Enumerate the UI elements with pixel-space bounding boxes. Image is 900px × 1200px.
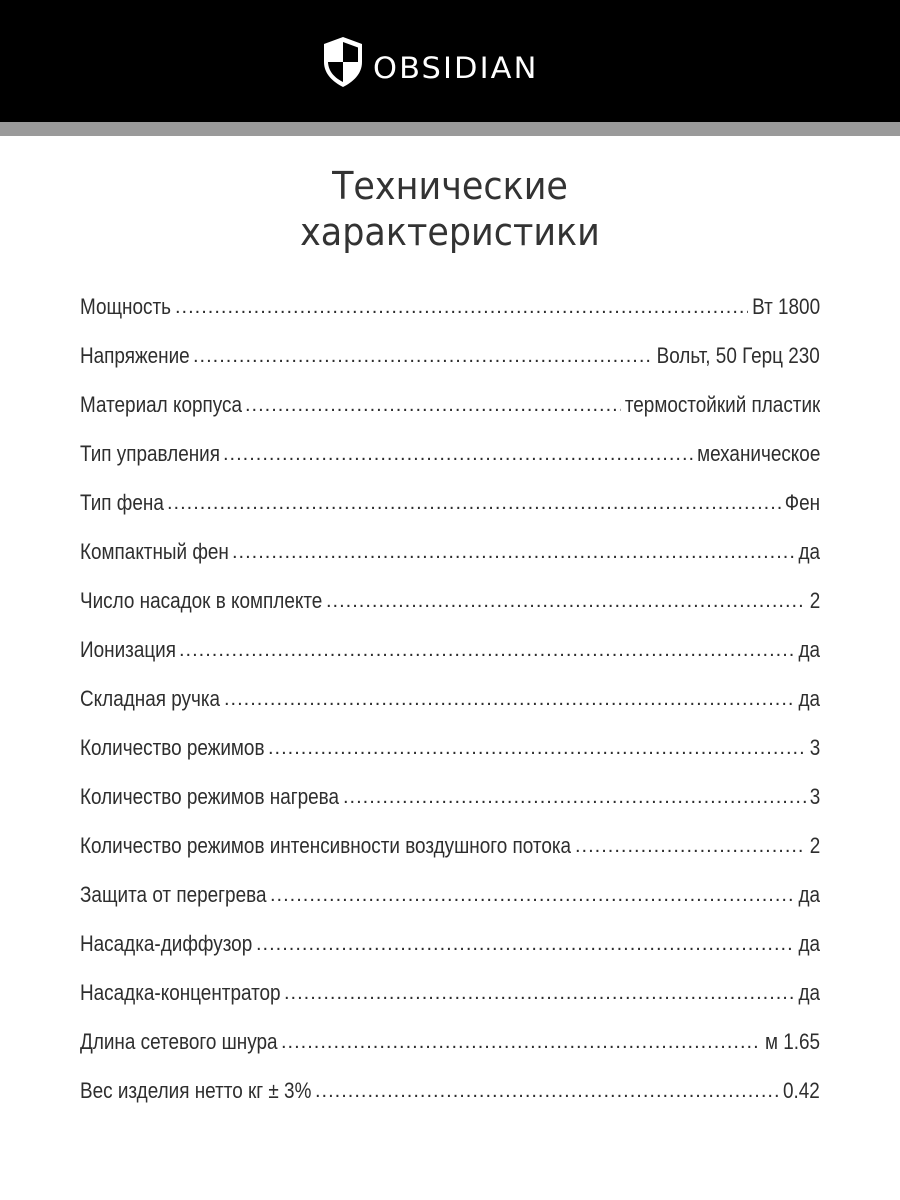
spec-label: Длина сетевого шнура (80, 1028, 278, 1054)
spec-row-control-type (80, 429, 820, 478)
dot-leader (193, 348, 653, 368)
spec-label: Компактный фен (80, 538, 229, 564)
dot-leader (232, 544, 795, 564)
spec-row-voltage (80, 331, 820, 380)
dot-leader (256, 936, 795, 956)
header-stripe (0, 122, 900, 136)
spec-value: да (798, 979, 820, 1005)
spec-row-compact (80, 527, 820, 576)
spec-row-power (80, 282, 820, 331)
dot-leader (167, 495, 781, 515)
spec-label: Количество режимов интенсивности воздушного потока (80, 832, 572, 858)
spec-label: Мощность (80, 293, 172, 319)
spec-value: 3 (809, 734, 820, 760)
spec-value: 230 Вольт, 50 Герц (656, 342, 820, 368)
spec-row-body-material (80, 380, 820, 429)
spec-row-overheat-protection (80, 870, 820, 919)
spec-value: да (798, 930, 820, 956)
spec-label: Материал корпуса (80, 391, 242, 417)
dot-leader (270, 887, 795, 907)
spec-value: 1.65 м (764, 1028, 820, 1054)
spec-label: Складная ручка (80, 685, 221, 711)
dot-leader (179, 642, 795, 662)
dot-leader (175, 299, 748, 319)
spec-label: Защита от перегрева (80, 881, 267, 907)
spec-row-heat-modes (80, 772, 820, 821)
spec-value: да (798, 538, 820, 564)
spec-row-folding-handle (80, 674, 820, 723)
spec-label: Насадка-диффузор (80, 930, 253, 956)
spec-row-net-weight (80, 1066, 820, 1115)
spec-row-airflow-modes (80, 821, 820, 870)
page-title (36, 163, 864, 255)
spec-label: Вес изделия нетто кг ± 3% (80, 1077, 312, 1103)
spec-list (80, 282, 820, 1115)
spec-value: Фен (784, 489, 820, 515)
spec-value: да (798, 636, 820, 662)
spec-value: 2 (809, 832, 820, 858)
dot-leader (575, 838, 806, 858)
spec-value: 0.42 (783, 1077, 820, 1103)
spec-row-diffuser (80, 919, 820, 968)
spec-label: Напряжение (80, 342, 190, 368)
page-title-line-2: характеристики (300, 210, 600, 254)
page-title-line-1: Технические (332, 164, 568, 208)
dot-leader (281, 1034, 761, 1054)
spec-label: Насадка-концентратор (80, 979, 281, 1005)
dot-leader (315, 1083, 780, 1103)
spec-value: да (798, 881, 820, 907)
spec-label: Количество режимов нагрева (80, 783, 340, 809)
spec-value: да (798, 685, 820, 711)
spec-row-dryer-type (80, 478, 820, 527)
spec-row-attachments-count (80, 576, 820, 625)
brand-logo (321, 36, 539, 88)
spec-label: Ионизация (80, 636, 176, 662)
dot-leader (223, 446, 693, 466)
spec-label: Количество режимов (80, 734, 265, 760)
spec-value: механическое (696, 440, 820, 466)
dot-leader (224, 691, 795, 711)
spec-row-cord-length (80, 1017, 820, 1066)
dot-leader (343, 789, 806, 809)
dot-leader (268, 740, 806, 760)
dot-leader (326, 593, 806, 613)
spec-label: Тип фена (80, 489, 164, 515)
spec-value: 1800 Вт (751, 293, 820, 319)
spec-label: Число насадок в комплекте (80, 587, 323, 613)
shield-logo-icon (321, 36, 365, 88)
spec-row-modes-count (80, 723, 820, 772)
spec-value: 2 (809, 587, 820, 613)
brand-name: OBSIDIAN (373, 50, 539, 85)
spec-value: 3 (809, 783, 820, 809)
spec-row-concentrator (80, 968, 820, 1017)
spec-label: Тип управления (80, 440, 220, 466)
dot-leader (284, 985, 795, 1005)
spec-row-ionization (80, 625, 820, 674)
spec-value: термостойкий пластик (624, 391, 820, 417)
dot-leader (245, 397, 621, 417)
